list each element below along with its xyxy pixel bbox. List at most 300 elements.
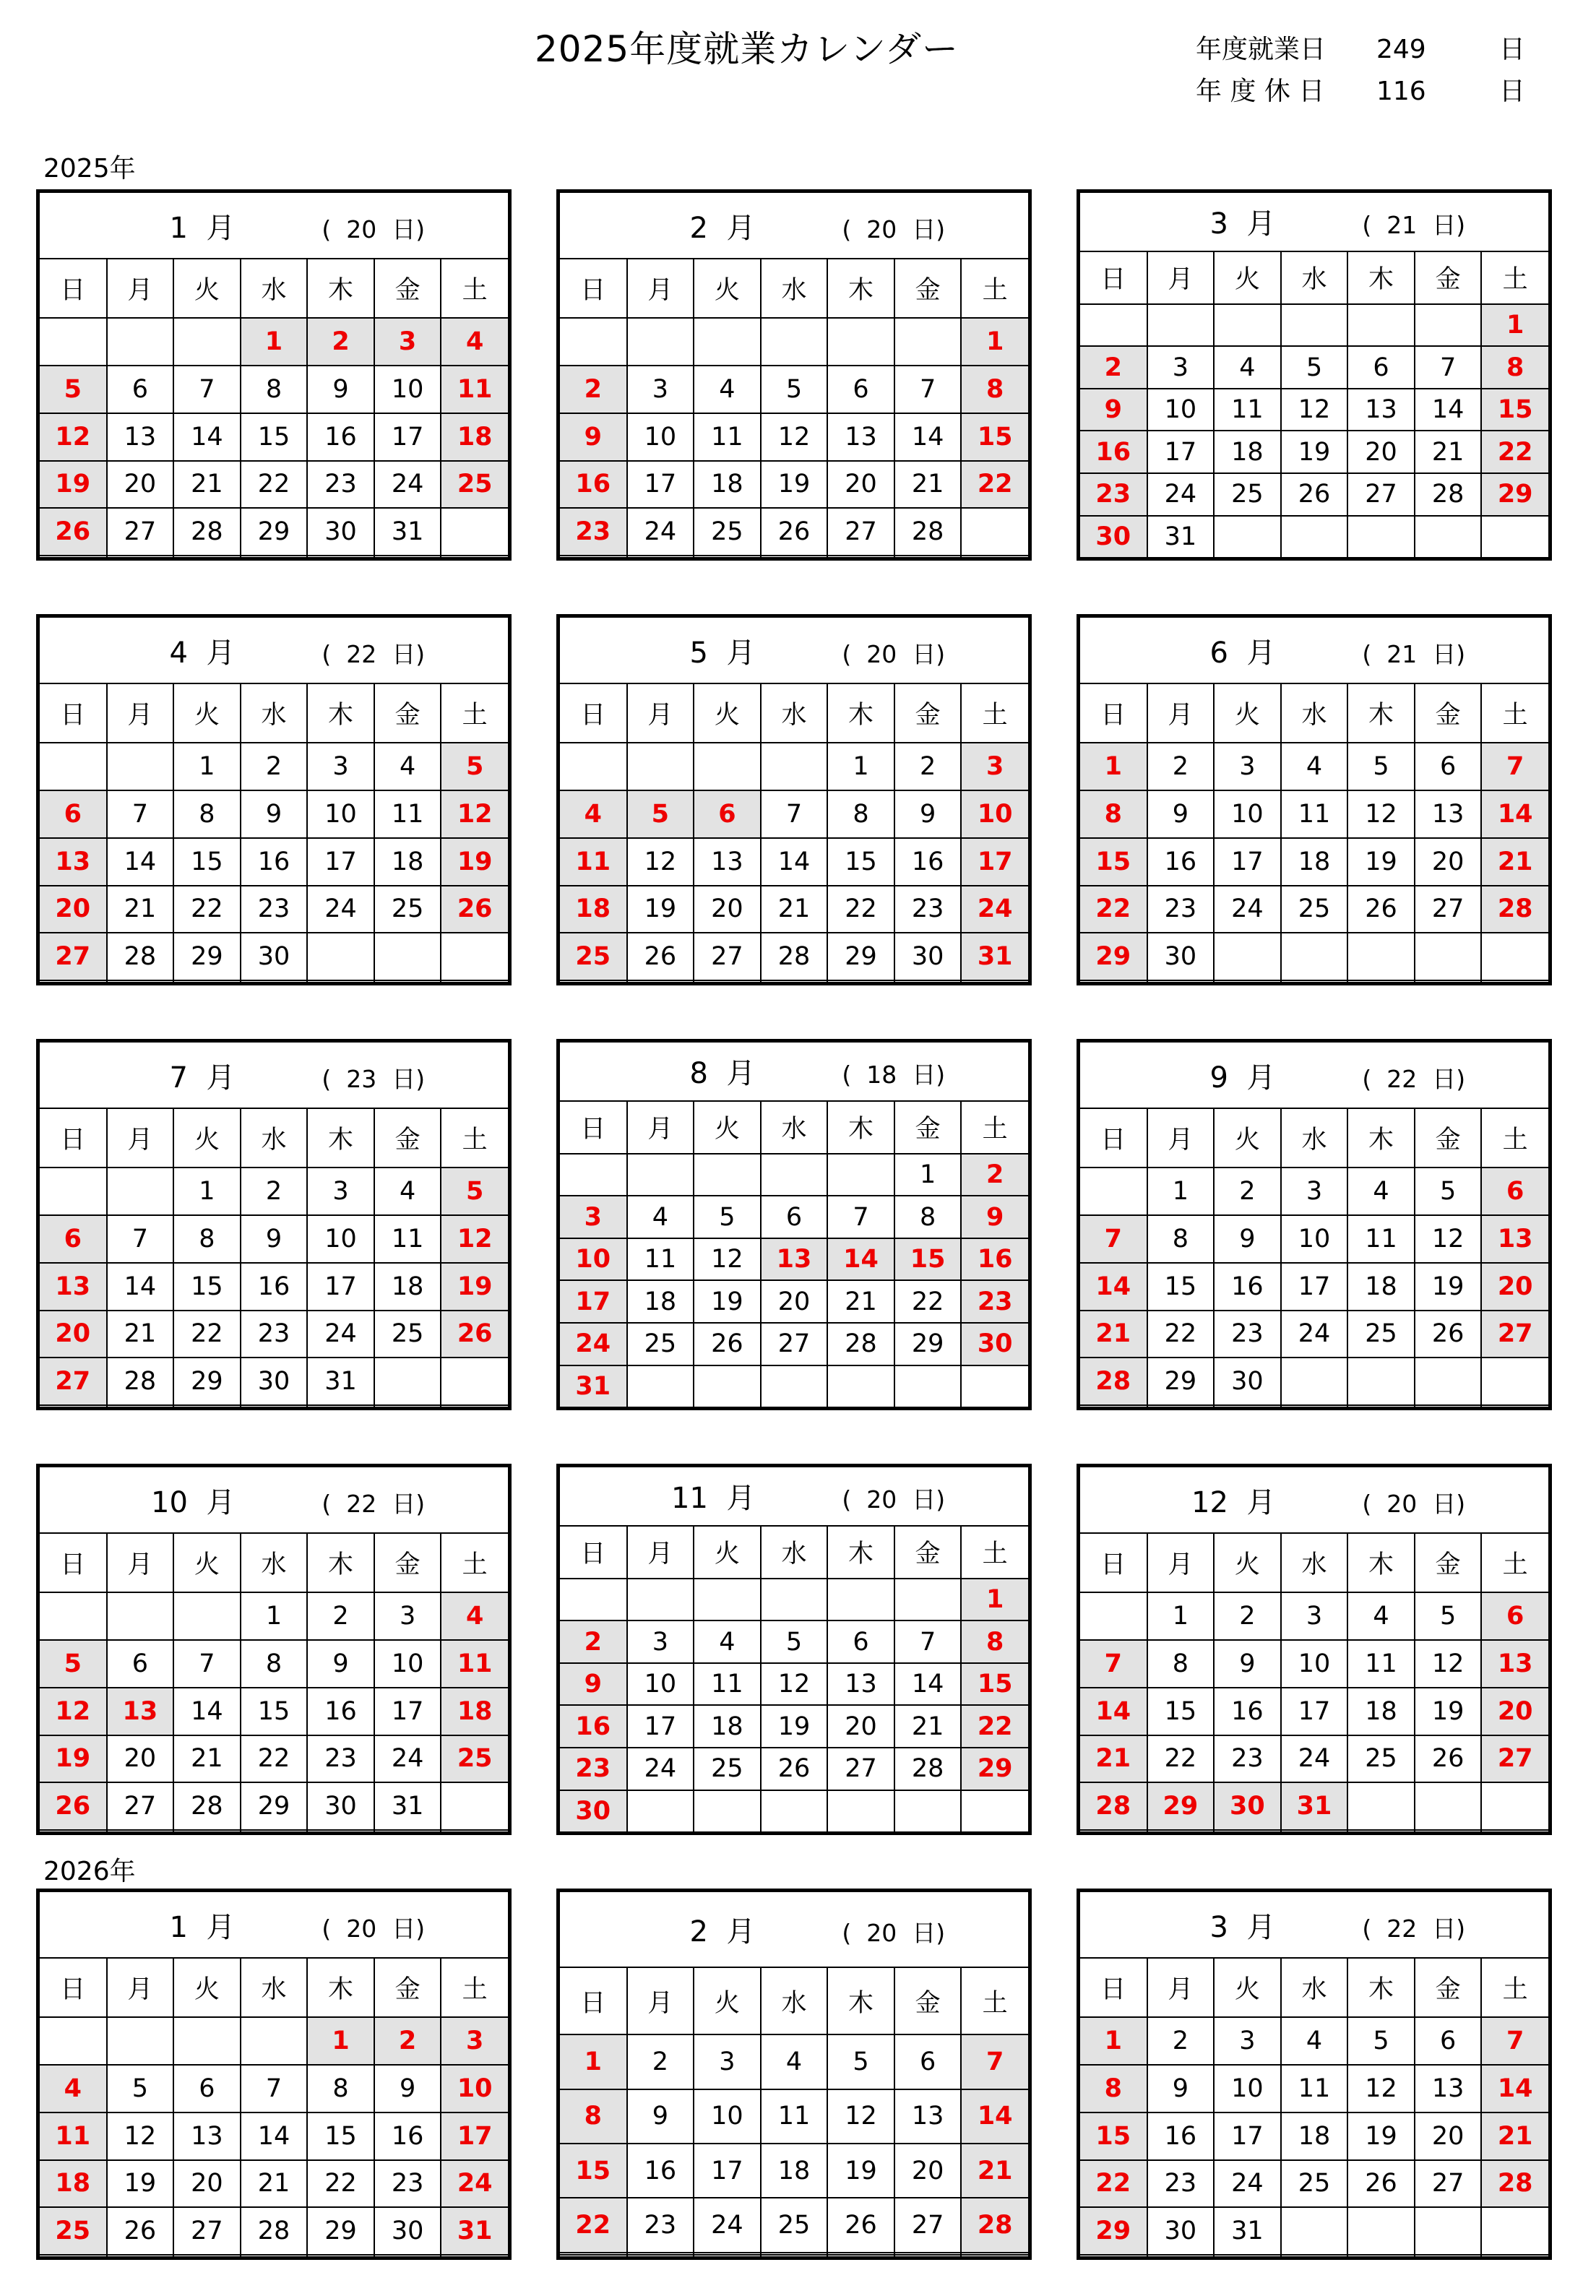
day-cell: 24 — [374, 461, 441, 509]
day-cell: 30 — [307, 508, 374, 556]
weekday-header: 土 — [1481, 1108, 1548, 1168]
day-cell: 28 — [827, 1323, 894, 1365]
day-cell: 17 — [1214, 838, 1281, 886]
holiday-cell: 4 — [40, 2065, 107, 2112]
month-number: 5 — [689, 636, 708, 670]
month-unit: 月 — [1228, 207, 1276, 241]
day-cell: 26 — [761, 1748, 828, 1790]
day-cell: 16 — [1214, 1688, 1281, 1735]
weekday-header: 土 — [1481, 1958, 1548, 2017]
month-workdays: ( 22 日) — [322, 1489, 426, 1518]
day-cell: 1 — [241, 1592, 308, 1640]
month-number: 7 — [169, 1061, 188, 1095]
empty-cell — [1214, 980, 1281, 982]
holiday-cell: 16 — [560, 461, 627, 509]
day-cell: 21 — [1415, 431, 1482, 473]
month-calendar — [556, 1464, 1032, 1835]
weekday-header: 金 — [374, 1533, 441, 1592]
month-workdays: ( 20 日) — [842, 1485, 946, 1514]
day-cell: 19 — [761, 1705, 828, 1748]
day-cell: 16 — [241, 1263, 308, 1311]
month-number: 10 — [151, 1485, 188, 1519]
day-cell: 23 — [1147, 886, 1215, 933]
day-cell: 17 — [627, 1705, 694, 1748]
day-cell: 11 — [1281, 2065, 1348, 2112]
empty-cell — [441, 1405, 508, 1407]
empty-cell — [1415, 1830, 1482, 1831]
stat-label: 年 度 休 日 — [1196, 77, 1325, 106]
day-cell: 26 — [694, 1323, 761, 1365]
empty-cell — [627, 1365, 694, 1407]
day-cell: 28 — [173, 508, 241, 556]
day-cell: 15 — [173, 838, 241, 886]
weekday-header: 木 — [1347, 1108, 1415, 1168]
day-cell: 1 — [1147, 1592, 1215, 1640]
empty-cell — [761, 743, 828, 790]
weekday-header: 水 — [1281, 1958, 1348, 2017]
year-label-2025: 2025年 — [43, 154, 136, 184]
weekday-header: 水 — [761, 1526, 828, 1579]
empty-cell — [894, 318, 962, 366]
day-cell: 13 — [827, 413, 894, 461]
day-cell: 27 — [1415, 886, 1482, 933]
holiday-cell: 14 — [1080, 1688, 1147, 1735]
empty-cell — [560, 318, 627, 366]
day-cell: 9 — [1147, 2065, 1215, 2112]
holiday-cell: 16 — [560, 1705, 627, 1748]
holiday-cell: 22 — [1080, 886, 1147, 933]
day-cell: 26 — [1281, 473, 1348, 516]
weekday-header: 土 — [441, 259, 508, 318]
holiday-cell: 6 — [40, 790, 107, 838]
weekday-header: 木 — [1347, 1533, 1415, 1592]
empty-cell — [1281, 980, 1348, 982]
empty-cell — [441, 1358, 508, 1405]
empty-cell — [374, 2255, 441, 2256]
day-cell: 9 — [1147, 790, 1215, 838]
day-cell: 18 — [1347, 1263, 1415, 1311]
day-cell: 4 — [694, 1620, 761, 1663]
month-unit: 月 — [707, 1057, 756, 1091]
stat-label: 年度就業日 — [1196, 35, 1327, 64]
month-number: 3 — [1209, 1910, 1228, 1944]
day-cell: 13 — [1347, 389, 1415, 431]
empty-cell — [560, 743, 627, 790]
weekday-header: 水 — [761, 259, 828, 318]
empty-cell — [173, 1592, 241, 1640]
year-stats — [1196, 29, 1525, 113]
day-cell: 14 — [761, 838, 828, 886]
day-cell: 15 — [173, 1263, 241, 1311]
day-cell: 3 — [374, 1592, 441, 1640]
holiday-cell: 2 — [1080, 346, 1147, 389]
empty-cell — [1281, 1830, 1348, 1831]
holiday-cell: 30 — [560, 1790, 627, 1831]
empty-cell — [241, 2017, 308, 2065]
holiday-cell: 25 — [560, 933, 627, 980]
day-cell: 28 — [107, 1358, 174, 1405]
month-workdays: ( 23 日) — [322, 1064, 426, 1093]
day-cell: 6 — [827, 1620, 894, 1663]
holiday-cell: 31 — [961, 933, 1028, 980]
day-cell: 8 — [241, 366, 308, 413]
day-cell: 26 — [827, 2198, 894, 2252]
weekday-header: 火 — [1214, 1108, 1281, 1168]
holiday-cell: 8 — [560, 2089, 627, 2144]
empty-cell — [1415, 2207, 1482, 2255]
day-cell: 5 — [1415, 1592, 1482, 1640]
day-cell: 14 — [107, 838, 174, 886]
day-cell: 20 — [1347, 431, 1415, 473]
empty-cell — [1214, 516, 1281, 557]
day-cell: 14 — [241, 2112, 308, 2160]
empty-cell — [1347, 1405, 1415, 1407]
empty-cell — [1147, 304, 1215, 347]
day-cell: 9 — [241, 790, 308, 838]
holiday-cell: 9 — [1080, 389, 1147, 431]
day-cell: 22 — [1147, 1735, 1215, 1783]
empty-cell — [1347, 1830, 1415, 1831]
weekday-header: 月 — [107, 1533, 174, 1592]
holiday-cell: 21 — [1080, 1311, 1147, 1358]
month-unit: 月 — [707, 211, 756, 245]
empty-cell — [307, 2255, 374, 2256]
weekday-header: 日 — [40, 683, 107, 743]
empty-cell — [40, 1592, 107, 1640]
day-cell: 25 — [761, 2198, 828, 2252]
holiday-cell: 5 — [441, 743, 508, 790]
day-cell: 12 — [627, 838, 694, 886]
stat-unit: 日 — [1499, 77, 1526, 106]
month-workdays: ( 22 日) — [322, 639, 426, 668]
month-unit: 月 — [707, 1915, 756, 1948]
day-cell: 12 — [1347, 790, 1415, 838]
month-calendar — [1077, 1889, 1552, 2260]
holiday-cell: 2 — [560, 366, 627, 413]
day-cell: 30 — [374, 2207, 441, 2255]
month-header — [40, 1043, 508, 1108]
empty-cell — [894, 1790, 962, 1831]
empty-cell — [40, 556, 107, 557]
weekday-header: 木 — [307, 683, 374, 743]
weekday-header: 木 — [307, 259, 374, 318]
day-cell: 24 — [1147, 473, 1215, 516]
holiday-cell: 20 — [40, 1311, 107, 1358]
month-workdays: ( 20 日) — [322, 1914, 426, 1943]
month-unit: 月 — [707, 1482, 756, 1516]
day-cell: 4 — [694, 366, 761, 413]
empty-cell — [1147, 2255, 1215, 2256]
day-cell: 17 — [1281, 1688, 1348, 1735]
holiday-cell: 28 — [1481, 2160, 1548, 2208]
day-cell: 17 — [1214, 2112, 1281, 2160]
holiday-cell: 31 — [441, 2207, 508, 2255]
empty-cell — [40, 1405, 107, 1407]
month-calendar — [1077, 614, 1552, 985]
holiday-cell: 18 — [441, 413, 508, 461]
empty-cell — [107, 1405, 174, 1407]
month-workdays: ( 21 日) — [1362, 639, 1466, 668]
weekday-header: 日 — [1080, 251, 1147, 304]
day-cell: 27 — [761, 1323, 828, 1365]
day-cell: 17 — [307, 1263, 374, 1311]
day-cell: 10 — [1281, 1215, 1348, 1263]
day-cell: 2 — [1147, 2017, 1215, 2065]
empty-cell — [1347, 304, 1415, 347]
day-cell: 21 — [173, 461, 241, 509]
day-cell: 28 — [107, 933, 174, 980]
holiday-cell: 6 — [1481, 1168, 1548, 1215]
holiday-cell: 29 — [1080, 2207, 1147, 2255]
empty-cell — [307, 933, 374, 980]
day-cell: 11 — [627, 1238, 694, 1281]
empty-cell — [827, 1365, 894, 1407]
empty-cell — [40, 980, 107, 982]
day-cell: 18 — [374, 1263, 441, 1311]
empty-cell — [827, 1579, 894, 1621]
day-cell: 6 — [173, 2065, 241, 2112]
holiday-cell: 13 — [1481, 1640, 1548, 1688]
weekday-header: 月 — [107, 1108, 174, 1168]
empty-cell — [374, 1358, 441, 1405]
weekday-header: 土 — [441, 1958, 508, 2017]
day-cell: 20 — [827, 1705, 894, 1748]
day-cell: 2 — [1214, 1168, 1281, 1215]
day-cell: 11 — [374, 790, 441, 838]
day-cell: 10 — [694, 2089, 761, 2144]
empty-cell — [441, 508, 508, 556]
holiday-cell: 7 — [1080, 1215, 1147, 1263]
weekday-header: 水 — [1281, 251, 1348, 304]
month-number: 11 — [671, 1482, 708, 1516]
holiday-cell: 7 — [1481, 743, 1548, 790]
day-cell: 16 — [627, 2144, 694, 2198]
day-cell: 28 — [1415, 473, 1482, 516]
holiday-cell: 1 — [961, 1579, 1028, 1621]
day-cell: 31 — [374, 1782, 441, 1830]
empty-cell — [1214, 1830, 1281, 1831]
weekday-header: 日 — [560, 259, 627, 318]
holiday-cell: 4 — [560, 790, 627, 838]
month-calendar — [36, 189, 512, 561]
holiday-cell: 27 — [1481, 1735, 1548, 1783]
day-cell: 20 — [761, 1280, 828, 1323]
month-unit: 月 — [187, 1485, 236, 1519]
empty-cell — [1415, 1405, 1482, 1407]
day-cell: 21 — [107, 886, 174, 933]
weekday-header: 木 — [827, 1526, 894, 1579]
day-cell: 27 — [107, 508, 174, 556]
empty-cell — [1481, 2255, 1548, 2256]
holiday-cell: 14 — [1481, 2065, 1548, 2112]
day-cell: 24 — [627, 1748, 694, 1790]
day-cell: 19 — [627, 886, 694, 933]
day-cell: 21 — [894, 461, 962, 509]
month-workdays: ( 20 日) — [322, 215, 426, 243]
day-cell: 28 — [894, 1748, 962, 1790]
day-cell: 26 — [107, 2207, 174, 2255]
empty-cell — [40, 318, 107, 366]
empty-cell — [1281, 933, 1348, 980]
day-cell: 17 — [374, 1688, 441, 1735]
holiday-cell: 27 — [40, 933, 107, 980]
holiday-cell: 22 — [961, 1705, 1028, 1748]
empty-cell — [1481, 2207, 1548, 2255]
day-cell: 5 — [761, 1620, 828, 1663]
holiday-cell: 2 — [374, 2017, 441, 2065]
day-cell: 6 — [107, 366, 174, 413]
day-cell: 21 — [894, 1705, 962, 1748]
holiday-cell: 13 — [1481, 1215, 1548, 1263]
day-cell: 20 — [694, 886, 761, 933]
empty-cell — [1347, 516, 1415, 557]
holiday-cell: 9 — [560, 413, 627, 461]
holiday-cell: 30 — [1080, 516, 1147, 557]
weekday-header: 金 — [894, 259, 962, 318]
empty-cell — [694, 2255, 761, 2256]
month-header — [560, 1467, 1028, 1526]
weekday-header: 火 — [694, 1101, 761, 1154]
day-cell: 20 — [173, 2160, 241, 2208]
day-cell: 15 — [307, 2112, 374, 2160]
day-cell: 4 — [1347, 1592, 1415, 1640]
holiday-cell: 13 — [40, 838, 107, 886]
day-cell: 1 — [827, 743, 894, 790]
empty-cell — [761, 1579, 828, 1621]
empty-cell — [627, 743, 694, 790]
holiday-cell: 23 — [961, 1280, 1028, 1323]
empty-cell — [107, 1830, 174, 1831]
empty-cell — [827, 2255, 894, 2256]
weekday-header: 木 — [307, 1533, 374, 1592]
weekday-header: 水 — [241, 1108, 308, 1168]
day-cell: 17 — [694, 2144, 761, 2198]
empty-cell — [1080, 1168, 1147, 1215]
empty-cell — [1281, 2207, 1348, 2255]
day-cell: 5 — [1281, 346, 1348, 389]
day-cell: 23 — [241, 1311, 308, 1358]
day-cell: 12 — [107, 2112, 174, 2160]
stat-workdays — [1196, 29, 1525, 71]
day-cell: 2 — [894, 743, 962, 790]
holiday-cell: 7 — [1481, 2017, 1548, 2065]
day-cell: 8 — [1147, 1640, 1215, 1688]
weekday-header: 木 — [307, 1958, 374, 2017]
day-cell: 25 — [374, 1311, 441, 1358]
day-cell: 4 — [627, 1196, 694, 1238]
day-cell: 19 — [107, 2160, 174, 2208]
day-cell: 6 — [107, 1640, 174, 1688]
empty-cell — [1147, 1405, 1215, 1407]
day-cell: 27 — [894, 2198, 962, 2252]
month-header — [40, 1467, 508, 1533]
holiday-cell: 4 — [441, 1592, 508, 1640]
holiday-cell: 20 — [1481, 1263, 1548, 1311]
holiday-cell: 23 — [560, 508, 627, 556]
empty-cell — [374, 1830, 441, 1831]
day-cell: 27 — [827, 1748, 894, 1790]
day-cell: 23 — [307, 461, 374, 509]
month-header — [560, 618, 1028, 683]
holiday-cell: 24 — [560, 1323, 627, 1365]
day-cell: 31 — [307, 1358, 374, 1405]
day-cell: 28 — [241, 2207, 308, 2255]
day-cell: 29 — [241, 1782, 308, 1830]
holiday-cell: 23 — [560, 1748, 627, 1790]
day-cell: 10 — [1281, 1640, 1348, 1688]
month-unit: 月 — [1228, 1910, 1276, 1944]
empty-cell — [1481, 516, 1548, 557]
empty-cell — [827, 318, 894, 366]
day-cell: 25 — [627, 1323, 694, 1365]
month-header — [1080, 618, 1548, 683]
day-cell: 10 — [1147, 389, 1215, 431]
weekday-header: 土 — [441, 683, 508, 743]
year-label-2026: 2026年 — [43, 1857, 136, 1886]
empty-cell — [374, 556, 441, 557]
day-cell: 29 — [827, 933, 894, 980]
day-cell: 12 — [1415, 1640, 1482, 1688]
weekday-header: 土 — [1481, 1533, 1548, 1592]
holiday-cell: 28 — [1481, 886, 1548, 933]
empty-cell — [1080, 1592, 1147, 1640]
empty-cell — [961, 1365, 1028, 1407]
holiday-cell: 26 — [441, 1311, 508, 1358]
day-cell: 30 — [241, 1358, 308, 1405]
weekday-header: 土 — [961, 1526, 1028, 1579]
month-calendar — [1077, 1039, 1552, 1410]
weekday-header: 火 — [694, 683, 761, 743]
weekday-header: 水 — [761, 1967, 828, 2034]
empty-cell — [1147, 980, 1215, 982]
holiday-cell: 1 — [1080, 2017, 1147, 2065]
weekday-header: 日 — [1080, 1108, 1147, 1168]
day-cell: 13 — [694, 838, 761, 886]
day-cell: 1 — [1147, 1168, 1215, 1215]
day-cell: 8 — [173, 790, 241, 838]
month-number: 1 — [169, 1910, 188, 1944]
empty-cell — [1347, 1782, 1415, 1830]
day-cell: 3 — [307, 1168, 374, 1215]
holiday-cell: 28 — [1080, 1782, 1147, 1830]
day-cell: 25 — [1347, 1735, 1415, 1783]
day-cell: 30 — [241, 933, 308, 980]
day-cell: 2 — [241, 743, 308, 790]
page-title: 2025年度就業カレンダー — [535, 28, 959, 70]
day-cell: 5 — [107, 2065, 174, 2112]
day-cell: 3 — [627, 1620, 694, 1663]
holiday-cell: 21 — [961, 2144, 1028, 2198]
holiday-cell: 18 — [560, 886, 627, 933]
empty-cell — [241, 2255, 308, 2256]
empty-cell — [894, 2255, 962, 2256]
empty-cell — [1214, 2255, 1281, 2256]
day-cell: 27 — [827, 508, 894, 556]
day-cell: 18 — [694, 1705, 761, 1748]
day-cell: 5 — [1347, 743, 1415, 790]
holiday-cell: 21 — [1481, 2112, 1548, 2160]
month-header — [40, 193, 508, 259]
empty-cell — [40, 1830, 107, 1831]
holiday-cell: 11 — [441, 366, 508, 413]
day-cell: 4 — [1214, 346, 1281, 389]
holiday-cell: 5 — [441, 1168, 508, 1215]
month-calendar — [36, 614, 512, 985]
empty-cell — [374, 1405, 441, 1407]
weekday-header: 水 — [241, 683, 308, 743]
day-cell: 13 — [1415, 790, 1482, 838]
weekday-header: 水 — [241, 1958, 308, 2017]
